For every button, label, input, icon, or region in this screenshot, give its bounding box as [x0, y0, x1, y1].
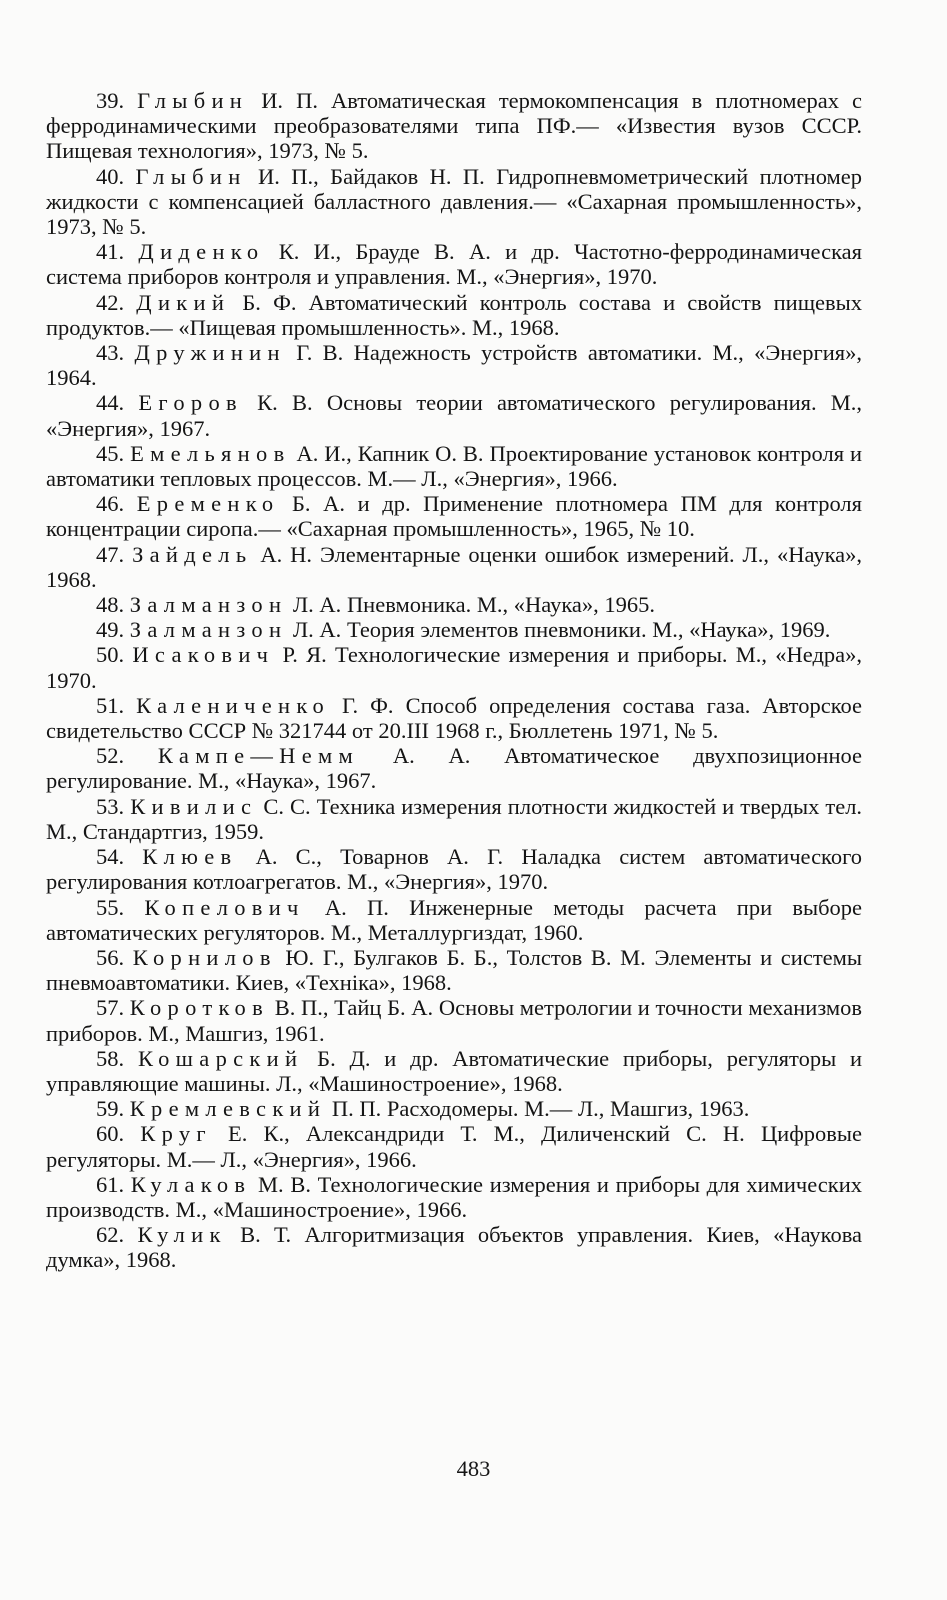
reference-initials: В. Т.	[240, 1222, 292, 1248]
reference-author: Копелович	[144, 894, 305, 920]
reference-author: Глыбин	[137, 88, 249, 113]
reference-number: 55.	[96, 894, 125, 920]
reference-text: Основы метрологии и точности механизмов приборов. М., Машгиз, 1961.	[46, 995, 863, 1046]
reference-text: Автоматическое двухпозиционное регулирование. М., «Наука», 1967.	[46, 743, 863, 794]
reference-text: и др. Автоматические приборы, регуляторы и управляющие машины. Л., «Машиностроение», 1968.	[46, 1045, 863, 1096]
reference-entry	[46, 794, 862, 844]
reference-text: и др. Применение плотномера ПМ для контроля концентрации сиропа.— «Сахарная промышленность», 1965, № 10.	[46, 491, 863, 542]
reference-number: 53.	[96, 793, 125, 819]
reference-entry	[46, 1172, 862, 1222]
reference-text: Расходомеры. М.— Л., Машгиз, 1963.	[386, 1096, 750, 1122]
reference-initials: П. П.	[331, 1096, 382, 1122]
reference-entry	[46, 239, 862, 289]
reference-initials: В. П., Тайц Б. А.	[274, 995, 434, 1021]
reference-author: Кулаков	[130, 1171, 252, 1197]
reference-initials: С. С.	[263, 793, 311, 819]
reference-author: Дружинин	[134, 340, 286, 366]
reference-author: Коротков	[129, 995, 270, 1021]
reference-entry	[46, 693, 862, 743]
reference-text: Автоматический контроль состава и свойств пищевых продуктов.— «Пищевая промышленность». М., 1968.	[46, 289, 863, 340]
reference-author: Клюев	[142, 844, 238, 870]
reference-number: 51.	[96, 692, 125, 718]
reference-entry	[46, 1222, 862, 1272]
reference-number: 58.	[96, 1045, 125, 1071]
reference-author: Кампе—Немм	[157, 743, 360, 769]
reference-initials: И. П.	[261, 88, 318, 113]
reference-initials: Б. Ф.	[242, 289, 297, 315]
reference-initials: Ю. Г., Булгаков Б. Б., Толстов В. М.	[285, 944, 646, 970]
reference-author: Дикий	[136, 289, 231, 315]
reference-text: Надежность устройств автоматики. М., «Энергия», 1964.	[46, 340, 863, 391]
page-number: 483	[456, 1456, 491, 1481]
reference-entry	[46, 164, 862, 240]
reference-author: Круг	[140, 1121, 212, 1147]
reference-initials: А. И., Капник О. В.	[296, 440, 484, 466]
reference-number: 59.	[96, 1096, 125, 1122]
reference-list	[46, 88, 862, 1273]
reference-number: 43.	[96, 340, 125, 366]
reference-entry	[46, 592, 862, 617]
reference-text: Гидропневмометрический плотномер жидкости с компенсацией балластного давления.— «Сахарная промышленность», 1973, № 5.	[46, 163, 863, 240]
reference-number: 46.	[96, 491, 125, 517]
reference-text: Элементарные оценки ошибок измерений. Л., «Наука», 1968.	[46, 541, 863, 592]
reference-entry	[46, 1096, 862, 1121]
reference-entry	[46, 895, 862, 945]
reference-text: Способ определения состава газа. Авторское свидетельство СССР № 321744 от 20.III 1968 г., Бюллетень 1971, № 5.	[46, 692, 863, 744]
reference-initials: А. Н.	[260, 541, 313, 567]
reference-author: Диденко	[138, 239, 265, 265]
reference-number: 60.	[96, 1121, 125, 1147]
reference-number: 45.	[96, 440, 125, 466]
reference-entry	[46, 945, 862, 995]
reference-text: Цифровые регуляторы. М.— Л., «Энергия», 1966.	[46, 1121, 863, 1172]
reference-initials: Г. В.	[296, 340, 344, 366]
reference-initials: И. П., Байдаков Н. П.	[257, 163, 485, 189]
reference-author: Залманзон	[129, 617, 288, 643]
reference-number: 49.	[96, 617, 125, 643]
reference-initials: Б. Д.	[317, 1045, 371, 1071]
reference-author: Кремлевский	[129, 1096, 327, 1122]
reference-entry	[46, 340, 862, 390]
reference-entry	[46, 1121, 862, 1171]
reference-entry	[46, 617, 862, 642]
reference-author: Залманзон	[129, 592, 288, 618]
reference-author: Кивилис	[130, 793, 258, 819]
reference-entry	[46, 88, 862, 164]
reference-number: 57.	[96, 995, 125, 1021]
reference-author: Калениченко	[136, 692, 331, 718]
reference-number: 56.	[96, 944, 125, 970]
reference-text: Технологические измерения и приборы для химических производств. М., «Машиностроение», 1966.	[46, 1171, 862, 1222]
reference-text: Автоматическая термокомпенсация в плотномерах с ферродинамическими преобразователями типа ПФ.— «Известия вузов СССР. Пищевая технология», 1973, № 5.	[46, 88, 862, 164]
reference-number: 52.	[96, 743, 125, 769]
reference-author: Емельянов	[130, 440, 291, 466]
reference-initials: А. П.	[324, 894, 389, 920]
reference-number: 39.	[96, 88, 125, 113]
reference-text: Техника измерения плотности жидкостей и твердых тел. М., Стандартгиз, 1959.	[46, 793, 863, 844]
reference-entry	[46, 995, 862, 1045]
reference-text: Алгоритмизация объектов управления. Киев, «Наукова думка», 1968.	[46, 1222, 863, 1273]
reference-text: Теория элементов пневмоники. М., «Наука», 1969.	[346, 617, 831, 643]
reference-number: 42.	[96, 289, 125, 315]
reference-number: 54.	[96, 844, 125, 870]
reference-entry	[46, 743, 862, 793]
reference-author: Кулик	[137, 1222, 227, 1248]
reference-entry	[46, 642, 862, 692]
reference-author: Еременко	[136, 491, 280, 517]
reference-initials: К. И., Брауде В. А.	[278, 239, 491, 265]
reference-entry	[46, 491, 862, 541]
reference-number: 40.	[96, 163, 125, 189]
reference-entry	[46, 542, 862, 592]
reference-initials: М. В.	[258, 1171, 311, 1197]
reference-initials: А. А.	[392, 743, 471, 769]
reference-text: Инженерные методы расчета при выборе автоматических регуляторов. М., Металлургиздат, 1960.	[46, 894, 862, 945]
reference-author: Зайдель	[132, 541, 253, 567]
reference-author: Егоров	[138, 390, 243, 416]
reference-text: Проектирование установок контроля и автоматики тепловых процессов. М.— Л., «Энергия», 1966.	[46, 440, 863, 492]
reference-initials: К. В.	[257, 390, 313, 416]
reference-initials: Е. К., Александриди Т. М., Диличенский С. Н.	[228, 1121, 745, 1147]
reference-author: Кошарский	[137, 1045, 304, 1071]
reference-number: 41.	[96, 239, 125, 265]
reference-number: 48.	[96, 592, 125, 618]
reference-number: 61.	[96, 1171, 125, 1197]
reference-text: Технологические измерения и приборы. М., «Недра», 1970.	[46, 642, 863, 693]
reference-entry	[46, 290, 862, 340]
reference-initials: Л. А.	[292, 592, 342, 618]
reference-number: 50.	[96, 642, 125, 668]
reference-text: Элементы и системы пневмоавтоматики. Киев, «Техніка», 1968.	[46, 944, 862, 996]
reference-author: Глыбин	[135, 163, 247, 189]
reference-author: Корнилов	[132, 944, 277, 970]
reference-author: Исакович	[132, 642, 275, 668]
reference-initials: Л. А.	[292, 617, 342, 643]
reference-initials: Г. Ф.	[342, 692, 394, 718]
reference-initials: А. С., Товарнов А. Г.	[255, 844, 504, 870]
reference-text: и др. Частотно-ферродинамическая система приборов контроля и управления. М., «Энергия», 1970.	[46, 239, 863, 290]
reference-initials: Б. А.	[292, 491, 346, 517]
reference-number: 44.	[96, 390, 125, 416]
reference-entry	[46, 1046, 862, 1096]
reference-text: Основы теории автоматического регулирования. М., «Энергия», 1967.	[46, 390, 863, 441]
reference-entry	[46, 844, 862, 894]
reference-number: 62.	[96, 1222, 125, 1248]
reference-text: Пневмоника. М., «Наука», 1965.	[346, 592, 656, 618]
reference-initials: Р. Я.	[282, 642, 327, 668]
reference-entry	[46, 390, 862, 440]
reference-number: 47.	[96, 541, 125, 567]
reference-entry	[46, 441, 862, 491]
reference-text: Наладка систем автоматического регулирования котлоагрегатов. М., «Энергия», 1970.	[46, 844, 863, 895]
